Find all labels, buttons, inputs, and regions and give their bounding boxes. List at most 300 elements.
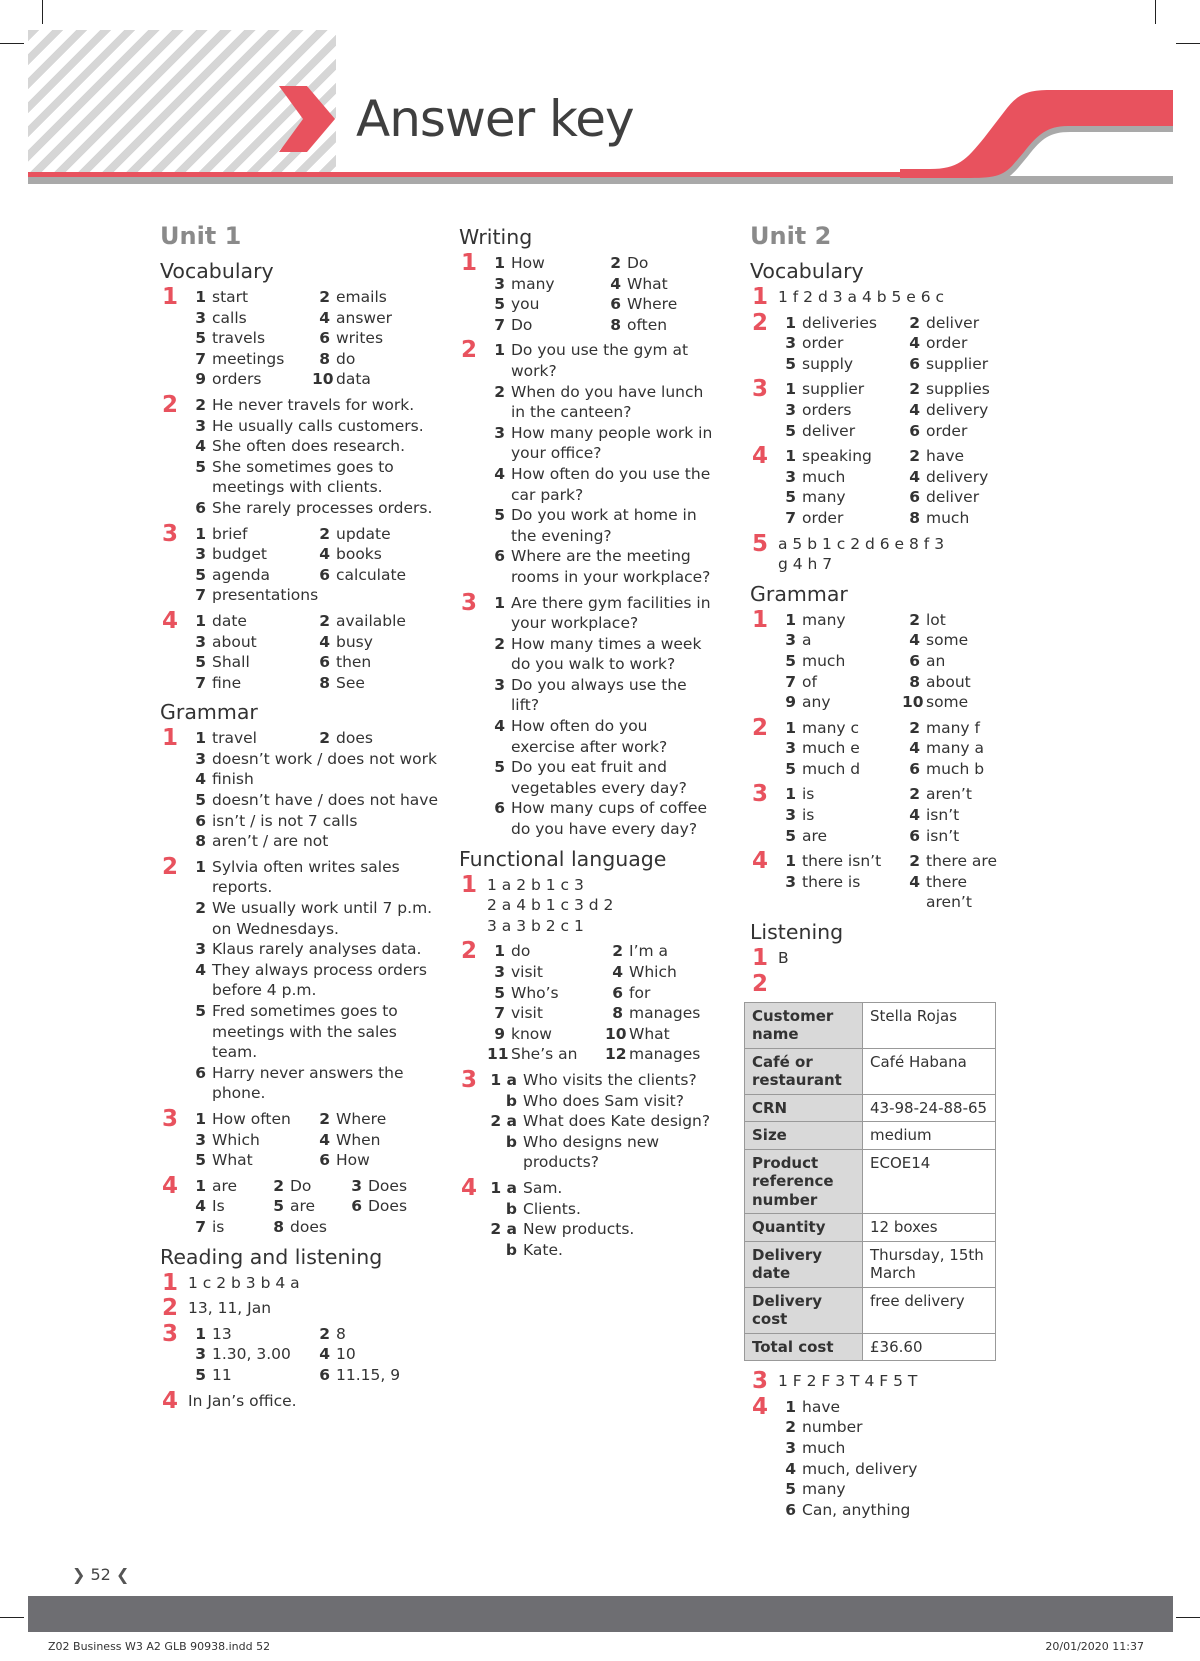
answer-item <box>487 315 597 336</box>
answer-item <box>188 673 306 694</box>
section-heading: Writing <box>459 225 533 249</box>
section-heading: Functional language <box>459 846 667 871</box>
answer-item <box>188 308 306 329</box>
item-number: 1 <box>195 1109 206 1128</box>
item-number: 4 <box>612 963 623 981</box>
answer-item <box>902 718 1010 739</box>
item-number: 8 <box>909 508 920 527</box>
exercise-number: 4 <box>752 1393 769 1420</box>
answer-item <box>902 851 1010 872</box>
answer-item <box>778 1417 1010 1438</box>
answer-text: books <box>336 545 382 564</box>
answer-item <box>188 1365 306 1386</box>
answer-item <box>487 798 714 839</box>
answer-item <box>487 1091 714 1112</box>
answer-text: isn’t <box>926 806 960 825</box>
answer-text: When do you have lunch in the canteen? <box>511 382 704 422</box>
answer-text: What <box>629 1024 670 1043</box>
answer-item <box>312 565 440 586</box>
answer-text: New products. <box>523 1220 635 1239</box>
item-number: 3 <box>785 739 796 758</box>
answer-item <box>487 1111 714 1132</box>
answer-text: supplies <box>926 380 990 399</box>
answer-item <box>344 1176 440 1197</box>
answer-item <box>778 508 896 529</box>
item-number: 6 <box>319 1365 330 1384</box>
item-number: 9 <box>494 1024 505 1043</box>
answer-item <box>188 395 440 416</box>
answer-text: Clients. <box>523 1199 581 1218</box>
crop-mark <box>1155 0 1156 24</box>
answer-text: of <box>802 672 817 691</box>
item-number: 2 <box>319 1109 330 1128</box>
exercise-3 <box>459 1066 714 1173</box>
answer-text: a <box>802 631 812 650</box>
item-number: 6 <box>494 547 505 566</box>
answer-item <box>188 436 440 457</box>
item-number: 1 <box>494 254 505 272</box>
item-number: 8 <box>909 672 920 691</box>
answer-item <box>605 1024 714 1045</box>
answer-item <box>902 421 1010 442</box>
answer-item <box>487 1003 599 1024</box>
answer-text: deliveries <box>802 313 877 332</box>
section-heading: Reading and listening <box>160 1244 383 1269</box>
answer-item <box>188 544 306 565</box>
answer-text: Fred sometimes goes to meetings with the sales team. <box>212 1002 398 1062</box>
item-number: 6 <box>319 565 330 584</box>
answer-text: Who visits the clients? <box>523 1070 697 1089</box>
answer-item <box>188 524 306 545</box>
item-number: 5 <box>494 506 505 525</box>
answer-item <box>902 400 1010 421</box>
item-number: b <box>505 1132 517 1151</box>
item-number: 3 <box>195 545 206 564</box>
answer-text: delivery <box>926 467 989 486</box>
answer-item <box>188 1130 306 1151</box>
answer-item <box>778 1438 1010 1459</box>
answer-text: do <box>336 349 356 368</box>
item-number: 1 <box>785 852 796 871</box>
field-label: Customer name <box>745 1002 863 1048</box>
answer-item <box>188 811 440 832</box>
answer-item <box>902 630 1010 651</box>
item-number: 4 <box>319 308 330 327</box>
answer-text: How many people work in your office? <box>511 423 713 463</box>
answer-item <box>312 1324 440 1345</box>
exercise-1 <box>750 945 1010 972</box>
answer-text: Who does Sam visit? <box>523 1091 684 1110</box>
item-number: 4 <box>610 274 621 293</box>
answer-item <box>902 826 1010 847</box>
field-label: Total cost <box>745 1333 863 1361</box>
answer-text: Shall <box>212 653 250 672</box>
answer-text: 1.30, 3.00 <box>212 1345 291 1364</box>
answer-item <box>188 749 440 770</box>
item-number: 5 <box>195 1002 206 1020</box>
answer-item <box>902 379 1010 400</box>
answer-text: Does <box>368 1176 408 1195</box>
answer-line: a 5 b 1 c 2 d 6 e 8 f 3 <box>778 534 945 553</box>
item-number: 5 <box>195 1365 206 1384</box>
item-number: 8 <box>610 315 621 334</box>
answer-item <box>778 738 896 759</box>
item-number: 6 <box>909 759 920 778</box>
item-number: 3 <box>195 416 206 435</box>
answer-item <box>487 1024 599 1045</box>
answer-text: Can, anything <box>802 1500 911 1519</box>
answer-item <box>778 400 896 421</box>
answer-item <box>778 1500 1010 1521</box>
field-value: Café Habana <box>863 1048 996 1094</box>
exercise-5 <box>750 530 1010 575</box>
item-number: 2 <box>195 899 206 918</box>
item-number: 6 <box>612 983 623 1002</box>
exercise-2 <box>750 714 1010 780</box>
answer-item <box>902 467 1010 488</box>
answer-text: speaking <box>802 447 872 466</box>
answer-text: We usually work until 7 p.m. on Wednesdays. <box>212 899 433 938</box>
answer-item <box>487 1219 714 1240</box>
unit-heading: Unit 2 <box>750 222 832 250</box>
item-number: 8 <box>195 832 206 851</box>
exercise-number: 3 <box>461 1066 478 1093</box>
answer-item <box>902 333 1010 354</box>
exercise-1 <box>750 284 1010 310</box>
answer-text: 8 <box>336 1324 346 1343</box>
answer-line: 2 a 4 b 1 c 3 d 2 <box>487 896 614 915</box>
item-number: b <box>505 1240 517 1259</box>
item-number: 7 <box>195 673 206 692</box>
answer-text: know <box>511 1024 552 1043</box>
answer-text: aren’t / are not <box>212 832 329 851</box>
item-number: 10 <box>312 370 334 389</box>
exercise-2 <box>459 938 714 1065</box>
answer-text: visit <box>511 963 543 981</box>
item-number: 1 <box>195 1324 206 1343</box>
item-number: 4 <box>319 632 330 651</box>
answer-item <box>344 1196 440 1217</box>
answer-item <box>487 757 714 798</box>
exercise-1 <box>459 250 714 335</box>
answer-item <box>778 1459 1010 1480</box>
answer-item <box>778 805 896 826</box>
item-number: 6 <box>909 488 920 507</box>
answer-text: there is <box>802 872 861 891</box>
answer-item <box>605 941 714 962</box>
item-number: 2 <box>909 785 920 804</box>
answer-text: Sam. <box>523 1178 563 1197</box>
exercise-3 <box>750 781 1010 846</box>
exercise-number: 1 <box>752 606 769 633</box>
exercise-number: 3 <box>752 376 769 403</box>
answer-item <box>487 941 599 962</box>
exercise-number: 1 <box>162 284 179 310</box>
answer-item <box>487 593 714 634</box>
answer-text: often <box>627 315 668 334</box>
answer-item <box>778 379 896 400</box>
answer-text: 11 <box>212 1365 232 1384</box>
answer-item <box>312 328 440 349</box>
item-number: 5 <box>195 565 206 584</box>
answer-text: isn’t / is not 7 calls <box>212 811 358 830</box>
answer-item <box>778 851 896 872</box>
answer-item <box>902 313 1010 334</box>
answer-item <box>487 1070 714 1091</box>
section-heading: Grammar <box>160 700 258 725</box>
crop-mark <box>0 43 24 44</box>
answer-text: there isn’t <box>802 852 882 871</box>
answer-text: does <box>290 1217 327 1236</box>
answer-text: What <box>212 1151 253 1170</box>
field-label: Product reference number <box>745 1149 863 1214</box>
answer-text: presentations <box>212 586 319 605</box>
answer-item <box>902 651 1010 672</box>
item-number: 2 a <box>490 1112 517 1131</box>
answer-item <box>188 457 440 498</box>
answer-text: See <box>336 673 365 692</box>
item-number: 4 <box>909 872 920 891</box>
answer-text: many f <box>926 718 980 737</box>
item-number: 1 <box>785 313 796 332</box>
answer-item <box>487 294 597 315</box>
answer-text: much <box>926 508 970 527</box>
answer-item <box>603 315 714 336</box>
exercise-number: 2 <box>162 1295 179 1322</box>
answer-item <box>902 692 1010 713</box>
exercise-2 <box>160 391 440 519</box>
item-number: 1 a <box>490 1178 517 1197</box>
answer-item <box>188 769 440 790</box>
answer-item <box>902 672 1010 693</box>
answer-text: budget <box>212 545 267 564</box>
item-number: 1 <box>785 447 796 466</box>
answer-text: available <box>336 611 406 630</box>
answer-item <box>312 544 440 565</box>
field-label: Café or restaurant <box>745 1048 863 1094</box>
exercise-number: 3 <box>162 1320 179 1347</box>
item-number: 2 <box>612 942 623 961</box>
item-number: 5 <box>494 295 505 314</box>
answer-line: 1 F 2 F 3 T 4 F 5 T <box>778 1372 918 1391</box>
answer-item <box>778 467 896 488</box>
section-heading: Listening <box>750 920 844 945</box>
answer-item <box>188 1344 306 1365</box>
answer-item <box>778 872 896 913</box>
exercise-number: 3 <box>752 1368 769 1395</box>
item-number: 4 <box>195 770 206 789</box>
answer-text: order <box>802 508 844 527</box>
answer-text: travels <box>212 329 266 348</box>
answer-text: Who’s <box>511 983 559 1002</box>
item-number: 4 <box>494 464 505 483</box>
answer-text: order <box>926 421 968 440</box>
answer-item <box>188 1063 440 1104</box>
answer-text: deliver <box>802 421 856 440</box>
answer-text: She rarely processes orders. <box>212 498 433 517</box>
exercise-2 <box>459 337 714 587</box>
answer-item <box>487 464 714 505</box>
answer-text: are <box>802 826 828 845</box>
item-number: 4 <box>319 1345 330 1364</box>
answer-item <box>902 738 1010 759</box>
answer-text: much <box>802 467 846 486</box>
header-red-rule <box>28 172 928 177</box>
answer-item <box>188 369 306 390</box>
item-number: 3 <box>785 334 796 353</box>
exercise-number: 2 <box>752 309 769 336</box>
item-number: 3 <box>195 940 206 959</box>
answer-item <box>778 759 896 780</box>
item-number: 1 <box>195 611 206 630</box>
answer-text: Which <box>629 963 677 981</box>
item-number: 6 <box>785 1500 796 1519</box>
answer-item <box>312 611 440 632</box>
item-number: 7 <box>785 508 796 527</box>
answer-item <box>188 1324 306 1345</box>
item-number: 2 <box>195 395 206 414</box>
answer-line: 1 c 2 b 3 b 4 a <box>188 1273 300 1292</box>
item-number: 7 <box>494 315 505 334</box>
item-number: 2 <box>319 288 330 306</box>
answer-text: deliver <box>926 488 980 507</box>
table-row <box>745 1333 996 1361</box>
answer-text: lot <box>926 610 946 629</box>
answer-item <box>188 416 440 437</box>
answer-text: many <box>802 610 846 629</box>
answer-item <box>188 790 440 811</box>
exercise-number: 5 <box>752 530 769 557</box>
answer-item <box>312 1130 440 1151</box>
item-number: 8 <box>612 1004 623 1023</box>
answer-item <box>778 718 896 739</box>
answer-text: orders <box>802 400 852 419</box>
item-number: 5 <box>785 488 796 507</box>
answer-text: How <box>511 254 545 272</box>
answer-text: 13 <box>212 1324 232 1343</box>
answer-text: is <box>802 806 815 825</box>
answer-item <box>312 349 440 370</box>
answer-item <box>603 274 714 295</box>
answer-item <box>312 632 440 653</box>
exercise-2 <box>750 309 1010 375</box>
answer-item <box>188 728 306 749</box>
item-number: 3 <box>494 675 505 694</box>
answer-item <box>487 1132 714 1173</box>
answer-text: She sometimes goes to meetings with clients. <box>212 457 394 497</box>
item-number: 1 <box>195 1176 206 1195</box>
answer-text: number <box>802 1418 863 1437</box>
answer-item <box>188 1176 260 1197</box>
field-value: 43-98-24-88-65 <box>863 1094 996 1122</box>
answer-item <box>487 423 714 464</box>
answer-line: g 4 h 7 <box>778 555 833 574</box>
exercise-number: 4 <box>752 443 769 470</box>
item-number: 3 <box>195 1345 206 1364</box>
answer-text: delivery <box>926 400 989 419</box>
answer-item <box>312 1150 440 1171</box>
answer-item <box>902 784 1010 805</box>
answer-line: 3 a 3 b 2 c 1 <box>487 916 584 935</box>
answer-item <box>778 1397 1010 1418</box>
answer-text: many a <box>926 739 985 758</box>
answer-item <box>778 354 896 375</box>
exercise-4 <box>160 1172 440 1238</box>
item-number: 3 <box>785 872 796 891</box>
answer-item <box>188 939 440 960</box>
answer-item <box>778 826 896 847</box>
answer-item <box>487 505 714 546</box>
exercise-1 <box>160 284 440 390</box>
answer-text: start <box>212 288 249 306</box>
exercise-4 <box>459 1174 714 1260</box>
field-value: free delivery <box>863 1287 996 1333</box>
answer-text: Do you work at home in the evening? <box>511 506 697 545</box>
exercise-number: 2 <box>162 391 179 418</box>
answer-text: Do you always use the lift? <box>511 675 687 715</box>
answer-item <box>312 1365 440 1386</box>
answer-text: How many cups of coffee do you have every day? <box>511 799 708 839</box>
item-number: b <box>505 1199 517 1218</box>
item-number: 4 <box>909 400 920 419</box>
field-label: Delivery cost <box>745 1287 863 1333</box>
page-number <box>72 1565 129 1584</box>
answer-text: 11.15, 9 <box>336 1365 401 1384</box>
item-number: 7 <box>195 349 206 368</box>
exercise-4 <box>160 607 440 693</box>
answer-item <box>188 857 440 898</box>
item-number: 2 <box>319 729 330 748</box>
item-number: 1 <box>785 380 796 399</box>
column-unit2 <box>750 222 1010 1525</box>
item-number: 8 <box>273 1217 284 1236</box>
exercise-3 <box>750 376 1010 441</box>
answer-item <box>487 983 599 1004</box>
item-number: 6 <box>195 1063 206 1082</box>
answer-item <box>603 253 714 274</box>
exercise-number: 1 <box>461 250 478 276</box>
item-number: 1 <box>785 718 796 737</box>
table-row <box>745 1149 996 1214</box>
answer-item <box>778 672 896 693</box>
exercise-number: 1 <box>461 871 478 898</box>
answer-text: What does Kate design? <box>523 1112 711 1131</box>
answer-text: then <box>336 653 372 672</box>
answer-item <box>312 308 440 329</box>
page-title: Answer key <box>356 90 634 148</box>
answer-item <box>188 898 440 939</box>
exercise-3 <box>160 520 440 606</box>
answer-text: many <box>511 274 555 293</box>
item-number: 5 <box>195 1151 206 1170</box>
answer-item <box>188 632 306 653</box>
answer-text: do <box>511 942 531 961</box>
answer-item <box>188 565 306 586</box>
item-number: 6 <box>610 295 621 314</box>
field-value: ECOE14 <box>863 1149 996 1214</box>
answer-text: calls <box>212 308 247 327</box>
answer-item <box>778 610 896 631</box>
item-number: 3 <box>785 806 796 825</box>
answer-text: supplier <box>926 354 989 373</box>
answer-item <box>778 487 896 508</box>
answer-row <box>188 1217 440 1238</box>
item-number: 1 <box>785 785 796 804</box>
table-row <box>745 1094 996 1122</box>
answer-text: When <box>336 1130 381 1149</box>
answer-item <box>487 962 599 983</box>
item-number: 3 <box>785 631 796 650</box>
